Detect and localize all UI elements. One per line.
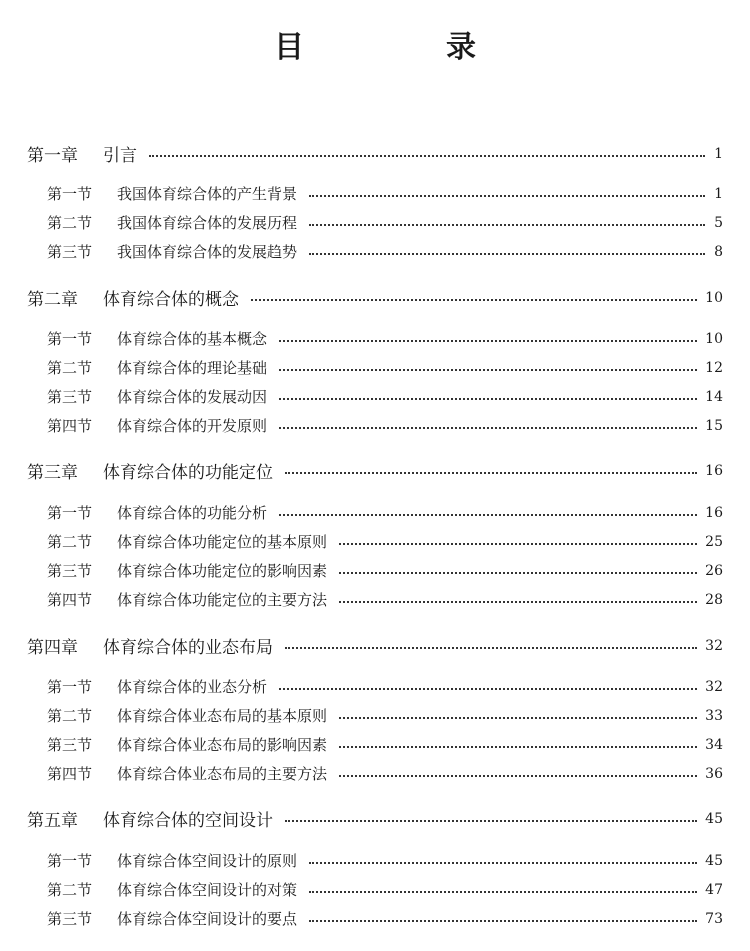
section-label: 第三节 (47, 736, 93, 754)
toc-section[interactable] (47, 676, 723, 697)
dot-leader (339, 746, 697, 748)
dot-leader (279, 340, 697, 342)
toc-section[interactable] (47, 850, 723, 871)
toc-section[interactable] (47, 415, 723, 436)
section-label: 第一节 (47, 852, 93, 870)
page-number: 32 (705, 637, 723, 654)
chapter-label: 第二章 (27, 290, 78, 310)
toc-section[interactable] (47, 589, 723, 610)
section-title: 体育综合体功能定位的主要方法 (117, 591, 328, 609)
dot-leader (251, 299, 697, 301)
chapter-title: 体育综合体的空间设计 (103, 811, 273, 831)
page-number: 16 (705, 462, 723, 479)
section-label: 第一节 (47, 330, 93, 348)
toc-chapter[interactable] (27, 633, 723, 658)
page-number: 8 (714, 243, 723, 260)
dot-leader (285, 820, 697, 822)
page-number: 10 (705, 330, 723, 347)
section-title: 体育综合体空间设计的对策 (117, 881, 298, 899)
toc-chapter[interactable] (27, 806, 723, 831)
section-label: 第一节 (47, 504, 93, 522)
toc-section[interactable] (47, 183, 723, 204)
page-number: 16 (705, 504, 723, 521)
page-number: 26 (705, 562, 723, 579)
chapter-label: 第一章 (27, 146, 78, 166)
section-title: 我国体育综合体的发展趋势 (117, 243, 298, 261)
toc-chapter[interactable] (27, 141, 723, 166)
section-label: 第三节 (47, 243, 93, 261)
section-label: 第二节 (47, 881, 93, 899)
section-title: 体育综合体的基本概念 (117, 330, 268, 348)
section-title: 体育综合体空间设计的原则 (117, 852, 298, 870)
dot-leader (309, 253, 705, 255)
page-number: 47 (705, 881, 723, 898)
toc-chapter[interactable] (27, 285, 723, 310)
dot-leader (339, 601, 697, 603)
dot-leader (279, 398, 697, 400)
chapter-label: 第五章 (27, 811, 78, 831)
page-number: 45 (705, 810, 723, 827)
dot-leader (339, 717, 697, 719)
dot-leader (309, 195, 705, 197)
page-number: 33 (705, 707, 723, 724)
toc-section[interactable] (47, 705, 723, 726)
section-title: 体育综合体的业态分析 (117, 678, 268, 696)
toc-section[interactable] (47, 879, 723, 900)
section-title: 体育综合体业态布局的主要方法 (117, 765, 328, 783)
dot-leader (339, 572, 697, 574)
section-label: 第一节 (47, 185, 93, 203)
toc-section[interactable] (47, 241, 723, 262)
section-title: 体育综合体的发展动因 (117, 388, 268, 406)
section-label: 第四节 (47, 417, 93, 435)
section-label: 第三节 (47, 562, 93, 580)
section-title: 体育综合体业态布局的影响因素 (117, 736, 328, 754)
toc-section[interactable] (47, 908, 723, 929)
dot-leader (279, 427, 697, 429)
toc-section[interactable] (47, 734, 723, 755)
chapter-title: 引言 (103, 146, 137, 166)
section-label: 第三节 (47, 910, 93, 928)
page-number: 36 (705, 765, 723, 782)
section-label: 第二节 (47, 533, 93, 551)
section-label: 第二节 (47, 707, 93, 725)
section-label: 第二节 (47, 214, 93, 232)
section-title: 体育综合体的开发原则 (117, 417, 268, 435)
page-number: 14 (705, 388, 723, 405)
toc-chapter[interactable] (27, 458, 723, 483)
section-title: 体育综合体功能定位的基本原则 (117, 533, 328, 551)
toc-section[interactable] (47, 560, 723, 581)
page-number: 45 (705, 852, 723, 869)
toc-section[interactable] (47, 328, 723, 349)
dot-leader (309, 920, 697, 922)
section-title: 我国体育综合体的发展历程 (117, 214, 298, 232)
section-title: 体育综合体的功能分析 (117, 504, 268, 522)
dot-leader (309, 224, 705, 226)
page-title: 目 录 (274, 30, 532, 65)
chapter-title: 体育综合体的功能定位 (103, 463, 273, 483)
section-title: 体育综合体业态布局的基本原则 (117, 707, 328, 725)
section-label: 第二节 (47, 359, 93, 377)
page-number: 34 (705, 736, 723, 753)
section-title: 体育综合体功能定位的影响因素 (117, 562, 328, 580)
section-title: 体育综合体空间设计的要点 (117, 910, 298, 928)
toc-section[interactable] (47, 212, 723, 233)
page-number: 5 (714, 214, 723, 231)
section-label: 第四节 (47, 591, 93, 609)
section-label: 第三节 (47, 388, 93, 406)
section-title: 我国体育综合体的产生背景 (117, 185, 298, 203)
dot-leader (279, 369, 697, 371)
dot-leader (285, 472, 697, 474)
dot-leader (339, 543, 697, 545)
toc-section[interactable] (47, 386, 723, 407)
dot-leader (309, 891, 697, 893)
page-number: 12 (705, 359, 723, 376)
dot-leader (149, 155, 705, 157)
toc-section[interactable] (47, 531, 723, 552)
page-number: 73 (705, 910, 723, 927)
page-number: 32 (705, 678, 723, 695)
chapter-title: 体育综合体的业态布局 (103, 638, 273, 658)
chapter-label: 第三章 (27, 463, 78, 483)
dot-leader (279, 688, 697, 690)
dot-leader (339, 775, 697, 777)
section-title: 体育综合体的理论基础 (117, 359, 268, 377)
dot-leader (309, 862, 697, 864)
page-number: 28 (705, 591, 723, 608)
dot-leader (285, 647, 697, 649)
page-number: 1 (714, 145, 723, 162)
toc-section[interactable] (47, 357, 723, 378)
section-label: 第四节 (47, 765, 93, 783)
page-number: 15 (705, 417, 723, 434)
page-number: 10 (705, 289, 723, 306)
chapter-label: 第四章 (27, 638, 78, 658)
dot-leader (279, 514, 697, 516)
page-number: 25 (705, 533, 723, 550)
toc-section[interactable] (47, 763, 723, 784)
toc-section[interactable] (47, 502, 723, 523)
section-label: 第一节 (47, 678, 93, 696)
page-number: 1 (714, 185, 723, 202)
chapter-title: 体育综合体的概念 (103, 290, 239, 310)
